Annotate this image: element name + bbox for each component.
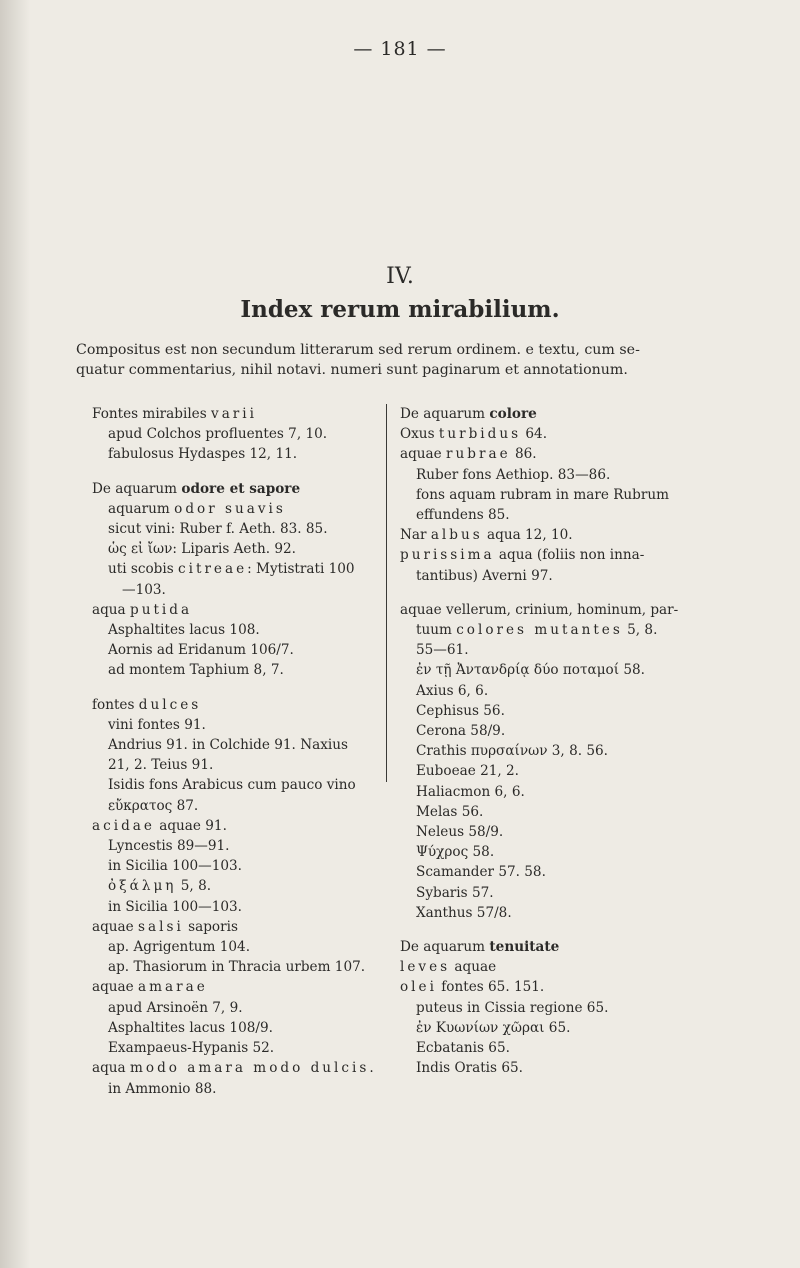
entry-text: 86. xyxy=(510,446,537,463)
index-entry xyxy=(400,424,740,444)
index-entry xyxy=(400,1038,740,1058)
entry-text: in Sicilia 100—103. xyxy=(108,898,242,915)
index-entry xyxy=(92,1018,382,1038)
entry-gap xyxy=(92,465,382,479)
index-entry xyxy=(400,640,740,660)
index-entry xyxy=(400,660,740,680)
entry-text: Ecbatanis 65. xyxy=(416,1040,510,1057)
entry-text: Axius 6, 6. xyxy=(416,682,489,699)
index-entry xyxy=(92,600,382,620)
entry-text: Isidis fons Arabicus cum pauco vino xyxy=(108,777,356,794)
index-entry xyxy=(400,620,740,640)
entry-text: De aquarum xyxy=(400,939,490,956)
entry-text: aquae xyxy=(400,446,447,463)
index-entry xyxy=(92,1079,382,1099)
index-entry xyxy=(400,822,740,842)
index-entry xyxy=(400,957,740,977)
index-entry xyxy=(92,775,382,795)
entry-text: aquarum xyxy=(108,500,175,517)
entry-text: Indis Oratis 65. xyxy=(416,1060,523,1077)
entry-text: saporis xyxy=(183,918,238,935)
entry-text: Ruber fons Aethiop. 83—86. xyxy=(416,466,611,483)
entry-text: aquae vellerum, crinium, hominum, par- xyxy=(400,601,679,618)
entry-text: De aquarum xyxy=(92,480,182,497)
entry-text: aquae 91. xyxy=(154,817,227,834)
index-entry xyxy=(400,761,740,781)
intro-paragraph xyxy=(76,340,736,380)
entry-spaced-term: rubrae xyxy=(446,446,511,463)
index-entry xyxy=(400,721,740,741)
index-entry xyxy=(92,539,382,559)
index-entry xyxy=(92,897,382,917)
entry-text: ἐν Κυωνίων χῶραι 65. xyxy=(416,1019,571,1036)
entry-text: : Mytistrati 100 xyxy=(247,561,355,578)
entry-text: uti scobis xyxy=(108,561,179,578)
entry-spaced-term: colores mutantes xyxy=(456,622,623,639)
entry-gap xyxy=(92,681,382,695)
index-entry xyxy=(92,735,382,755)
entry-text: Asphaltites lacus 108/9. xyxy=(108,1019,273,1036)
left-column xyxy=(92,404,382,1099)
entry-spaced-term: leves xyxy=(400,959,451,976)
entry-text: aqua 12, 10. xyxy=(482,527,573,544)
index-entry xyxy=(92,404,382,424)
index-entry xyxy=(400,701,740,721)
entry-text: —103. xyxy=(122,581,166,598)
index-entry xyxy=(400,862,740,882)
entry-text: Euboeae 21, 2. xyxy=(416,763,519,780)
entry-spaced-term: turbidus xyxy=(438,426,522,443)
entry-spaced-term: modo amara modo dulcis xyxy=(130,1060,370,1077)
entry-text: Exampaeus-Hypanis 52. xyxy=(108,1040,275,1057)
page-edge-shadow xyxy=(0,0,30,1268)
index-entry xyxy=(92,660,382,680)
entry-spaced-term: odor suavis xyxy=(174,500,286,517)
entry-text: Fontes mirabiles xyxy=(92,406,212,422)
index-entry xyxy=(92,917,382,937)
entry-text: aquae xyxy=(92,918,139,935)
entry-text: Cerona 58/9. xyxy=(416,723,506,740)
entry-text: apud Colchos profluentes 7, 10. xyxy=(108,426,328,443)
intro-line: Compositus est non secundum litterarum sed rerum ordinem. e textu, cum se- xyxy=(76,342,640,358)
entry-text: sicut vini: Ruber f. Aeth. 83. 85. xyxy=(108,521,328,538)
index-entry xyxy=(92,424,382,444)
index-entry xyxy=(92,640,382,660)
entry-text: . xyxy=(369,1060,374,1077)
entry-text: 5, 8. xyxy=(176,878,212,895)
page-number: — 181 — xyxy=(353,38,447,60)
entry-text: fontes 65. 151. xyxy=(436,979,545,996)
index-entry xyxy=(92,998,382,1018)
index-entry xyxy=(92,876,382,896)
entry-text: ap. Thasiorum in Thracia urbem 107. xyxy=(108,959,366,976)
index-entry xyxy=(400,566,740,586)
entry-text: in Sicilia 100—103. xyxy=(108,858,242,875)
section-number: IV. xyxy=(386,264,414,289)
entry-text: Cephisus 56. xyxy=(416,702,505,719)
entry-text: fabulosus Hydaspes 12, 11. xyxy=(108,446,298,463)
entry-text: Crathis πυρσαίνων 3, 8. 56. xyxy=(416,743,608,760)
index-entry xyxy=(92,977,382,997)
index-entry xyxy=(400,465,740,485)
entry-text: εὔκρατος 87. xyxy=(108,797,199,814)
entry-spaced-term: olei xyxy=(400,979,437,996)
entry-spaced-term: acidae xyxy=(92,817,155,834)
index-entry xyxy=(400,444,740,464)
index-entry xyxy=(92,479,382,499)
entry-text: puteus in Cissia regione 65. xyxy=(416,999,609,1016)
index-entry xyxy=(400,1058,740,1078)
entry-heading: tenuitate xyxy=(489,939,560,956)
index-entry xyxy=(400,525,740,545)
entry-text: Xanthus 57/8. xyxy=(416,904,512,921)
entry-text: aquae xyxy=(92,979,139,996)
entry-text: Ψύχρος 58. xyxy=(416,844,495,861)
index-entry xyxy=(400,505,740,525)
entry-spaced-term: citreae xyxy=(178,561,248,578)
index-entry xyxy=(400,485,740,505)
index-entry xyxy=(92,796,382,816)
entry-spaced-term: amarae xyxy=(138,979,208,996)
index-entry xyxy=(92,816,382,836)
index-entry xyxy=(400,545,740,565)
entry-text: aqua xyxy=(92,1060,130,1077)
entry-text: ap. Agrigentum 104. xyxy=(108,939,251,956)
right-column xyxy=(400,404,740,1079)
index-entry xyxy=(92,715,382,735)
entry-text: vini fontes 91. xyxy=(108,716,206,733)
entry-text: ad montem Taphium 8, 7. xyxy=(108,662,284,679)
entry-spaced-term: dulces xyxy=(138,696,202,713)
entry-text: 21, 2. Teius 91. xyxy=(108,757,214,774)
index-entry xyxy=(400,741,740,761)
entry-text: aqua xyxy=(92,601,130,618)
entry-text: De aquarum xyxy=(400,406,490,422)
entry-text: ὡς εἰ ἴων: Liparis Aeth. 92. xyxy=(108,541,296,558)
index-entry xyxy=(92,444,382,464)
index-entry xyxy=(400,937,740,957)
index-entry xyxy=(400,782,740,802)
index-entry xyxy=(400,1018,740,1038)
entry-text: 55—61. xyxy=(416,642,469,659)
index-entry xyxy=(400,977,740,997)
entry-text: Oxus xyxy=(400,426,439,443)
entry-text: 5, 8. xyxy=(622,622,658,639)
index-entry xyxy=(92,1058,382,1078)
entry-spaced-term: ὀξάλμη xyxy=(108,878,177,895)
index-entry xyxy=(92,695,382,715)
intro-line: quatur commentarius, nihil notavi. numeri sunt paginarum et annotationum. xyxy=(76,362,628,378)
entry-text: aqua (foliis non inna- xyxy=(494,547,645,564)
entry-text: tantibus) Averni 97. xyxy=(416,567,553,584)
entry-text: ἐν τῇ Ἀντανδρίᾳ δύο ποταμοί 58. xyxy=(416,662,645,679)
index-entry xyxy=(400,883,740,903)
index-entry xyxy=(92,755,382,775)
entry-text: aquae xyxy=(450,959,497,976)
entry-text: in Ammonio 88. xyxy=(108,1080,217,1097)
index-entry xyxy=(92,937,382,957)
entry-text: Melas 56. xyxy=(416,803,484,820)
entry-spaced-term: albus xyxy=(430,527,483,544)
entry-text: effundens 85. xyxy=(416,507,510,524)
index-entry xyxy=(92,580,382,600)
index-entry xyxy=(400,903,740,923)
index-entry xyxy=(92,499,382,519)
entry-text: fontes xyxy=(92,696,139,713)
entry-text: Andrius 91. in Colchide 91. Naxius xyxy=(108,737,348,754)
entry-heading: colore xyxy=(489,406,537,422)
entry-text: fons aquam rubram in mare Rubrum xyxy=(416,486,670,503)
entry-text: Lyncestis 89—91. xyxy=(108,838,230,855)
index-entry xyxy=(92,620,382,640)
index-entry xyxy=(92,957,382,977)
entry-text: Nar xyxy=(400,527,431,544)
entry-gap xyxy=(400,586,740,600)
entry-heading: odore et sapore xyxy=(181,480,301,497)
entry-text: tuum xyxy=(416,622,457,639)
index-entry xyxy=(92,559,382,579)
index-entry xyxy=(400,600,740,620)
entry-spaced-term: putida xyxy=(130,601,193,618)
index-entry xyxy=(400,404,740,424)
entry-gap xyxy=(400,923,740,937)
entry-text: Haliacmon 6, 6. xyxy=(416,783,525,800)
entry-spaced-term: salsi xyxy=(138,918,184,935)
section-title: Index rerum mirabilium. xyxy=(240,296,560,323)
entry-spaced-term: varii xyxy=(211,406,257,422)
entry-text: Sybaris 57. xyxy=(416,884,494,901)
entry-text: Aornis ad Eridanum 106/7. xyxy=(108,642,294,659)
column-divider xyxy=(386,404,387,782)
entry-text: 64. xyxy=(521,426,548,443)
index-entry xyxy=(92,856,382,876)
entry-text: Asphaltites lacus 108. xyxy=(108,622,260,639)
index-entry xyxy=(400,842,740,862)
index-entry xyxy=(92,836,382,856)
entry-text: apud Arsinoën 7, 9. xyxy=(108,999,243,1016)
index-entry xyxy=(92,1038,382,1058)
entry-spaced-term: purissima xyxy=(400,547,495,564)
entry-text: Neleus 58/9. xyxy=(416,824,504,841)
index-entry xyxy=(92,519,382,539)
index-entry xyxy=(400,681,740,701)
entry-text: Scamander 57. 58. xyxy=(416,864,546,881)
index-entry xyxy=(400,998,740,1018)
index-entry xyxy=(400,802,740,822)
